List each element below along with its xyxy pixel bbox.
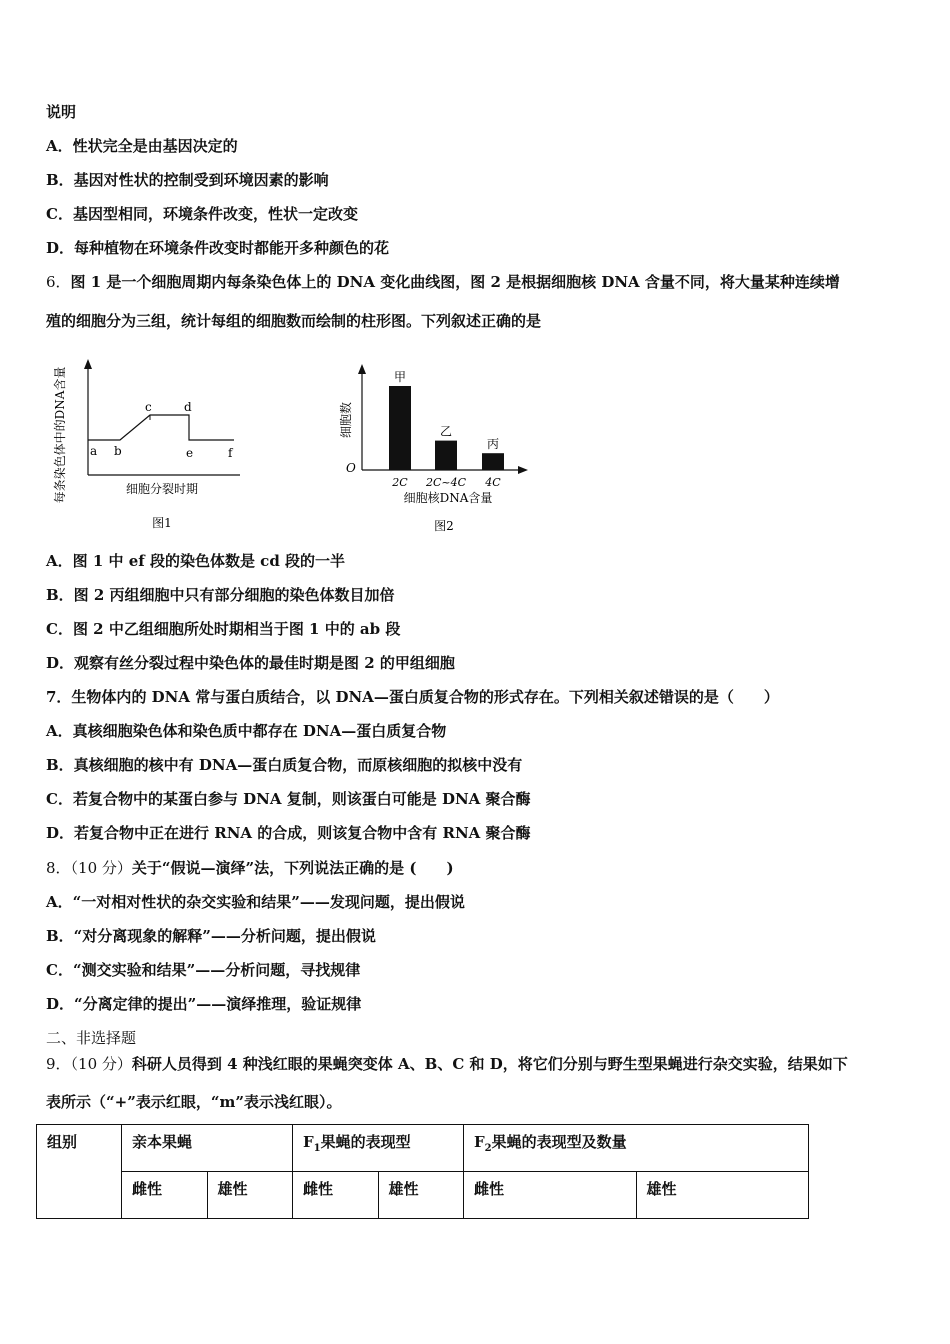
f2-female: 雌性 <box>464 1172 637 1219</box>
q6-option-a: A．图 1 中 ef 段的染色体数是 cd 段的一半 <box>46 552 346 570</box>
fig1-point-e: e <box>186 446 194 460</box>
q8-option-d: D．“分离定律的提出”——演绎推理，验证规律 <box>46 995 362 1013</box>
q6-number: 6． <box>46 273 71 291</box>
q6-option-b: B．图 2 丙组细胞中只有部分细胞的染色体数目加倍 <box>46 586 395 604</box>
fig2-bar-2 <box>435 441 457 470</box>
results-table <box>36 1124 809 1219</box>
parent-female: 雌性 <box>122 1172 208 1219</box>
q6-stem-text1: 图 1 是一个细胞周期内每条染色体上的 DNA 变化曲线图，图 2 是根据细胞核 DNA 含量不同，将大量某种连续增 <box>70 273 840 291</box>
fig2-caption: 图2 <box>434 519 454 533</box>
q6-stem-line1 <box>46 272 840 292</box>
fig1-curve <box>88 415 234 440</box>
fig2-origin: O <box>346 461 356 475</box>
fig1-point-c: c <box>145 400 152 414</box>
header-f1-prefix: F <box>303 1133 314 1151</box>
q8-prefix: 8．（10 分） <box>46 859 132 877</box>
q9-prefix: 9．（10 分） <box>46 1055 132 1073</box>
fig2-bar-label-2: 乙 <box>439 424 453 439</box>
fig2-bar-3 <box>482 453 504 470</box>
header-f2 <box>464 1125 809 1172</box>
header-f2-prefix: F <box>474 1133 485 1151</box>
fig1-point-f: f <box>228 446 233 460</box>
fig2-bar-1 <box>389 386 411 470</box>
figure-2-chart <box>336 362 536 537</box>
q5-intro: 说明 <box>46 103 77 121</box>
fig2-xlabel: 细胞核DNA含量 <box>403 491 493 505</box>
q7-option-a: A．真核细胞染色体和染色质中都存在 DNA—蛋白质复合物 <box>46 722 447 740</box>
table-subheader-row <box>37 1172 809 1219</box>
q6-stem-line2: 殖的细胞分为三组，统计每组的细胞数而绘制的柱形图。下列叙述正确的是 <box>46 312 542 330</box>
fig1-point-d: d <box>184 400 192 414</box>
q9-stem-text1: 科研人员得到 4 种浅红眼的果蝇突变体 A、B、C 和 D，将它们分别与野生型果蝇进行杂交实验，结果如下 <box>131 1055 848 1073</box>
fig1-point-b: b <box>114 444 122 458</box>
header-f1-suffix: 果蝇的表现型 <box>320 1133 411 1151</box>
figure-1 <box>52 345 252 535</box>
fig2-tick-3: 4C <box>485 476 501 489</box>
parent-male: 雄性 <box>207 1172 293 1219</box>
q5-option-c: C．基因型相同，环境条件改变，性状一定改变 <box>46 205 358 223</box>
q7-option-d: D．若复合物中正在进行 RNA 的合成，则该复合物中含有 RNA 聚合酶 <box>46 824 531 842</box>
table-header-row <box>37 1125 809 1172</box>
q6-option-d: D．观察有丝分裂过程中染色体的最佳时期是图 2 的甲组细胞 <box>46 654 455 672</box>
q5-option-d: D．每种植物在环境条件改变时都能开多种颜色的花 <box>46 239 390 257</box>
q8-option-a: A．“一对相对性状的杂交实验和结果”——发现问题，提出假说 <box>46 893 465 911</box>
header-f1-sub: 1 <box>313 1143 321 1154</box>
fig1-xlabel: 细胞分裂时期 <box>125 482 199 496</box>
header-f2-suffix: 果蝇的表现型及数量 <box>491 1133 627 1151</box>
q5-option-b: B．基因对性状的控制受到环境因素的影响 <box>46 171 329 189</box>
fig1-caption: 图1 <box>152 516 172 530</box>
q9-stem-line2: 表所示（“+”表示红眼，“m”表示浅红眼）。 <box>46 1093 342 1111</box>
header-f1 <box>293 1125 464 1172</box>
q8-option-c: C．“测交实验和结果”——分析问题，寻找规律 <box>46 961 361 979</box>
section-heading: 二、非选择题 <box>46 1029 137 1047</box>
fig2-ylabel: 细胞数 <box>339 401 353 439</box>
fig1-point-a: a <box>90 444 98 458</box>
f1-female: 雌性 <box>293 1172 379 1219</box>
fig2-bar-label-1: 甲 <box>393 370 407 384</box>
fig1-ylabel: 每条染色体中的DNA含量 <box>53 366 67 504</box>
header-f2-sub: 2 <box>484 1143 492 1154</box>
header-parent: 亲本果蝇 <box>122 1125 293 1172</box>
f1-male: 雄性 <box>378 1172 464 1219</box>
q6-option-c: C．图 2 中乙组细胞所处时期相当于图 1 中的 ab 段 <box>46 620 401 638</box>
q7-option-b: B．真核细胞的核中有 DNA—蛋白质复合物，而原核细胞的拟核中没有 <box>46 756 523 774</box>
fig2-bar-label-3: 丙 <box>486 437 500 452</box>
q9-stem-line1 <box>46 1054 848 1074</box>
q7-option-c: C．若复合物中的某蛋白参与 DNA 复制，则该蛋白可能是 DNA 聚合酶 <box>46 790 531 808</box>
q8-stem: 关于“假说—演绎”法，下列说法正确的是 ( ) <box>131 859 454 877</box>
q8-option-b: B．“对分离现象的解释”——分析问题，提出假说 <box>46 927 376 945</box>
q7-stem: 7．生物体内的 DNA 常与蛋白质结合，以 DNA—蛋白质复合物的形式存在。下列相关叙述错误的是（ ） <box>46 688 779 706</box>
q5-option-a: A．性状完全是由基因决定的 <box>46 137 238 155</box>
header-group: 组别 <box>37 1125 122 1219</box>
fig2-tick-2: 2C~4C <box>425 476 467 489</box>
f2-male: 雄性 <box>636 1172 809 1219</box>
fig2-tick-1: 2C <box>392 476 408 489</box>
q8-stem-line <box>46 858 454 878</box>
